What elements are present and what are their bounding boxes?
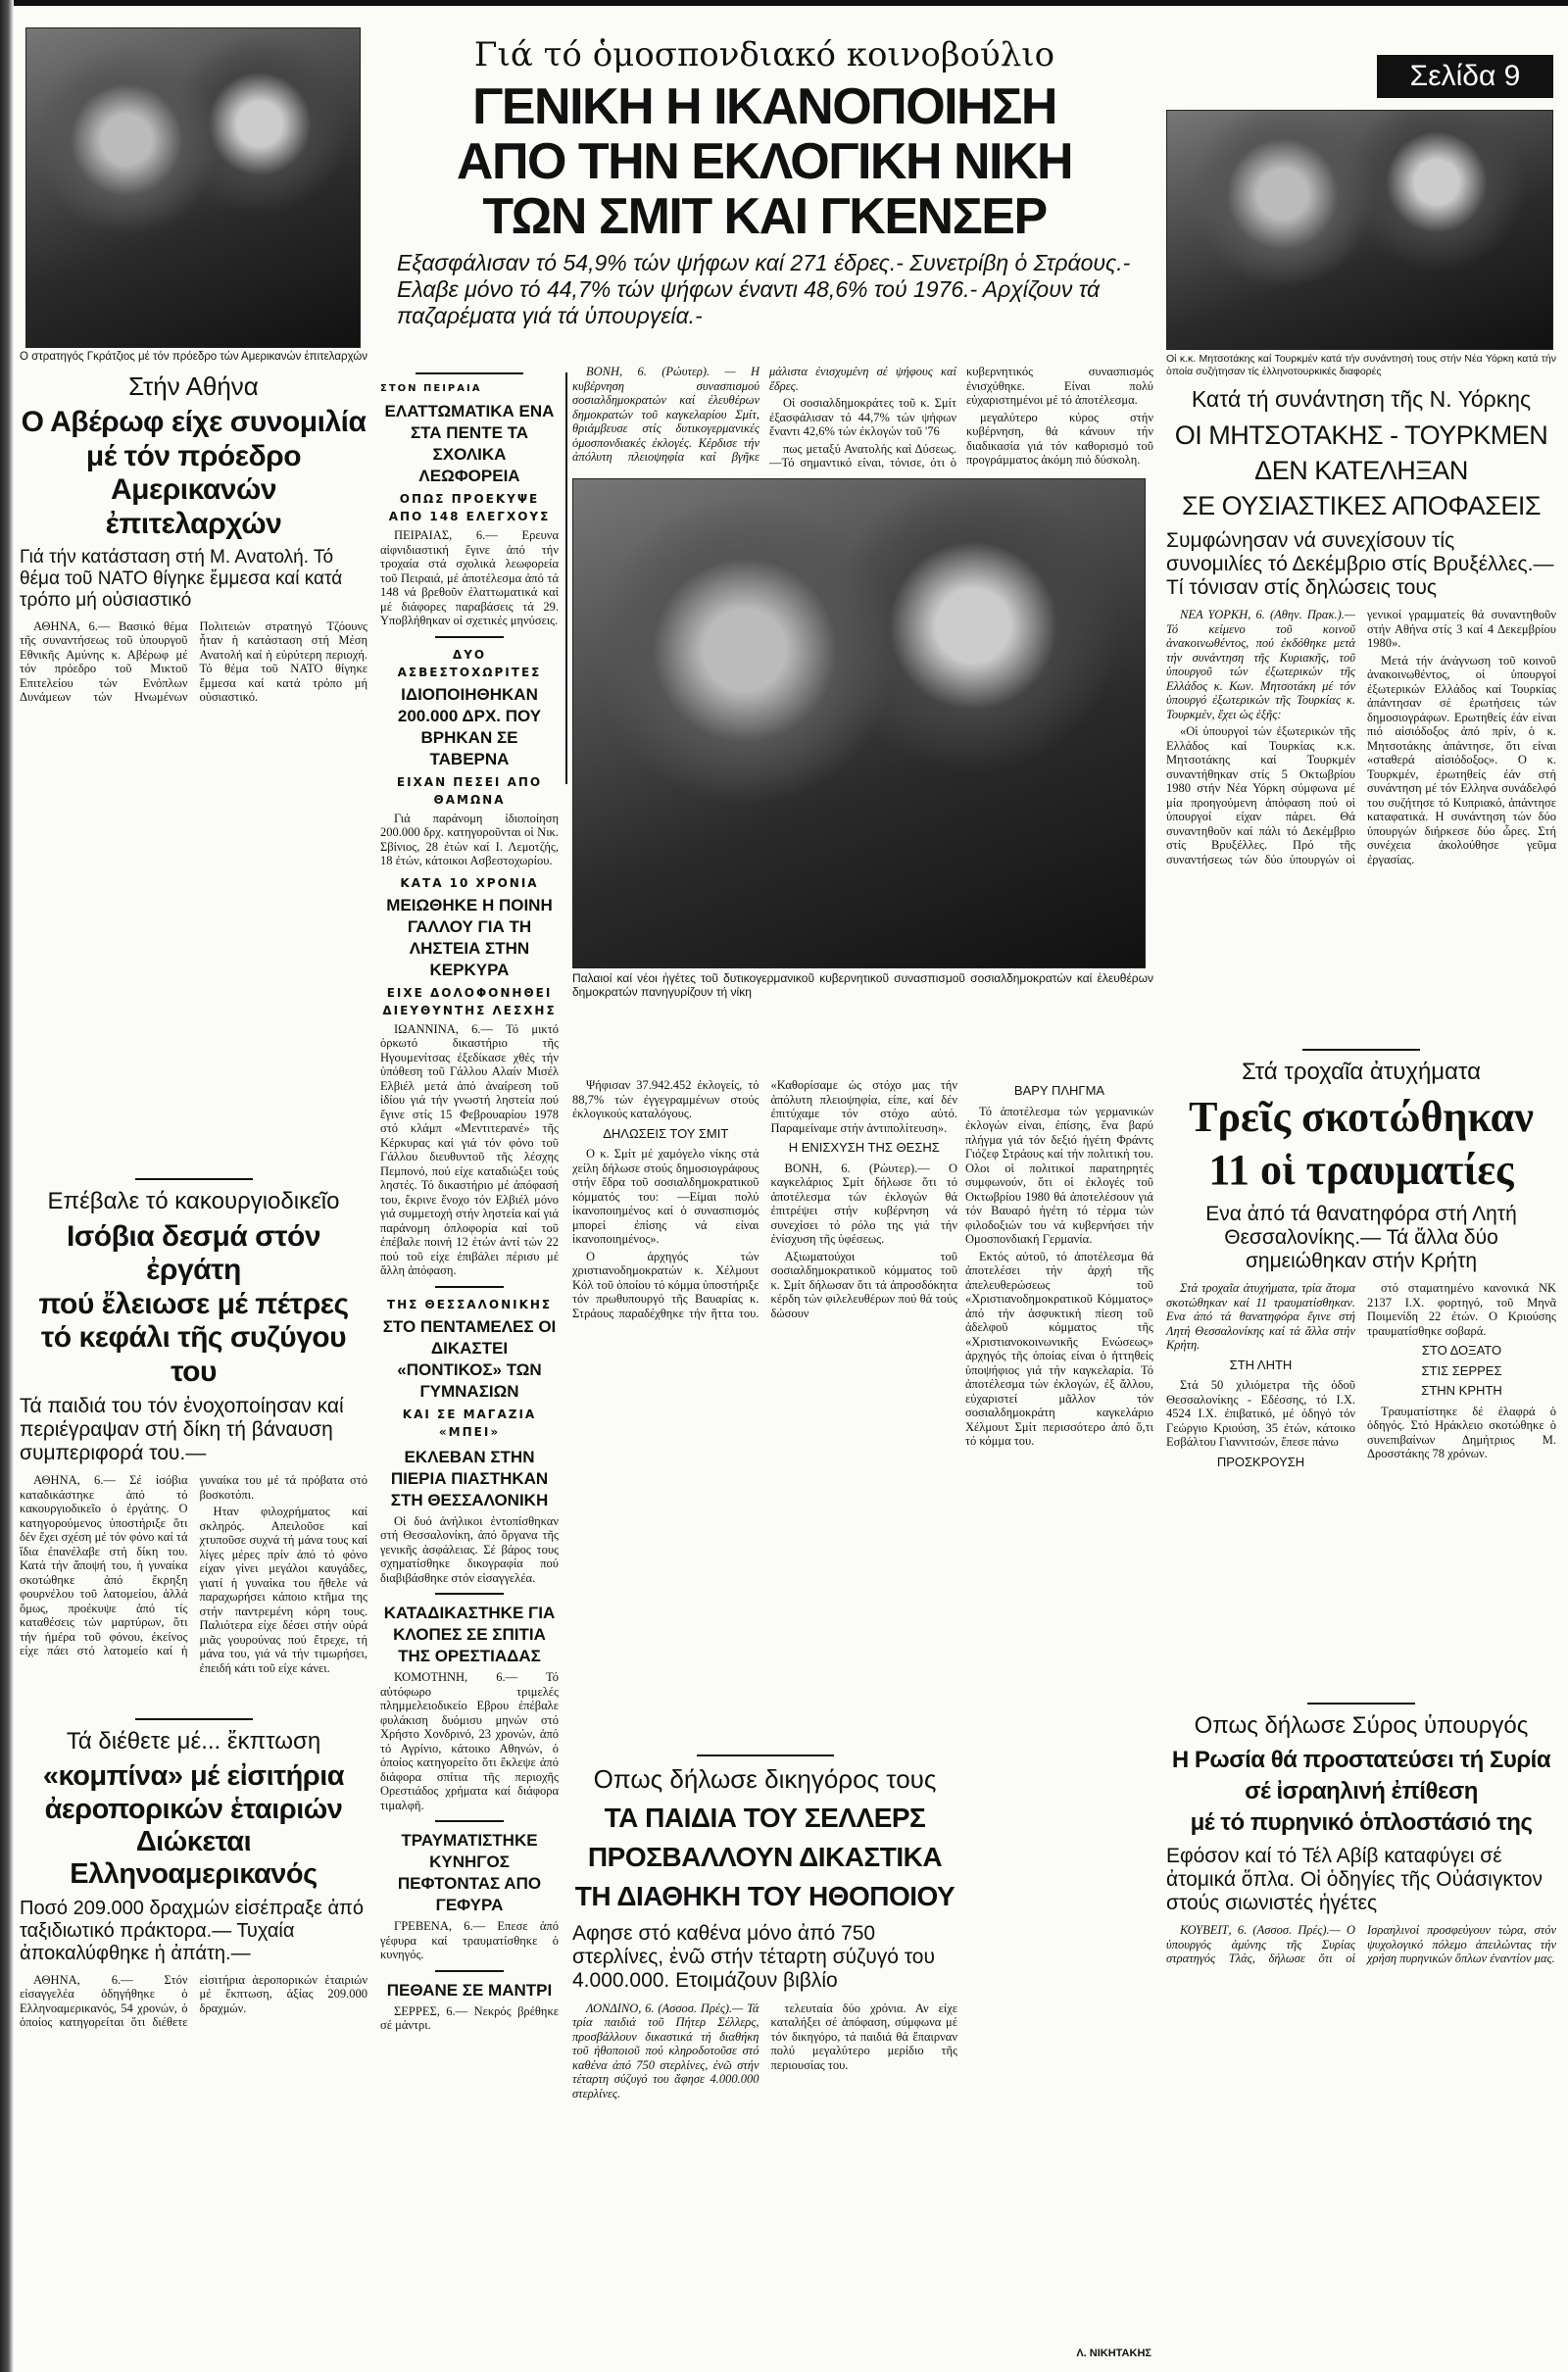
- paragraph: Οἱ δυό ἀνήλικοι ἐντοπίσθηκαν στή Θεσσαλονίκη, ἀπό ὄργανα τῆς γενικῆς ἀσφάλειας. Σέ βάρος τους σχηματίσθηκε δικογραφία πού διαβιβάσθηκε στόν εἰσαγγελέα.: [380, 1513, 559, 1585]
- paragraph: Ο κ. Σμίτ μέ χαμόγελο νίκης στά χείλη δήλωσε στούς δημοσιογράφους στήν ἕδρα τοῦ σοσιαλδημοκρατικοῦ κόμματός του: —Είμαι πολύ ἱκανοποιημένος καί ὁ συνασπισμός μπορεί ἐπίσης νά είναι ἱκανοποιημένος».: [572, 1147, 760, 1246]
- photo-caption: Ο στρατηγός Γκράτζιος μέ τόν πρόεδρο τών Αμερικανών ἐπιτελαρχών: [20, 351, 368, 363]
- headline-line: ΣΕ ΟΥΣΙΑΣΤΙΚΕΣ ΑΠΟΦΑΣΕΙΣ: [1181, 490, 1542, 520]
- author-signature: Λ. ΝΙΚΗΤΑΚΗΣ: [1076, 2347, 1152, 2359]
- paragraph: ΒΟΝΗ, 6. (Ρώυτερ).— Ο καγκελάριος Σμίτ δήλωσε ὅτι τό ἀποτέλεσμα τών ἐκλογών θά ἐπιτρέψει στήν κυβέρνηση νά συνεχίσει τό ρόλο της γιά τήν ἐνίσχυση τῆς ὑφέσεως.: [770, 1161, 957, 1246]
- brief-title: ΤΡΑΥΜΑΤΙΣΤΗΚΕ ΚΥΝΗΓΟΣ ΠΕΦΤΟΝΤΑΣ ΑΠΟ ΓΕΦΥΡΑ: [397, 1831, 542, 1914]
- photo-election-leaders: [572, 478, 1146, 968]
- headline-line: ΠΡΟΣΒΑΛΛΟΥΝ ΔΙΚΑΣΤΙΚΑ: [587, 1842, 943, 1873]
- article-kicker: Στήν Αθήνα: [128, 371, 259, 401]
- paragraph: στό σταματημένο κανονικά ΝΚ 2137 Ι.Χ. φορτηγό, τοῦ Μηνᾶ Ποιμενίδη 22 ἐτών. Ο Κριούσης τραυματίσθηκε σοβαρά.: [1367, 1281, 1556, 1338]
- photo-caption: Παλαιοί καί νέοι ἡγέτες τοῦ δυτικογερμανικοῦ κυβερνητικοῦ συνασπισμοῦ σοσιαλδημοκρατών καί ἐλευθέρων δημοκρατών πανηγυρίζουν τή νίκη: [572, 970, 1153, 999]
- top-border: [0, 0, 1568, 6]
- brief-subtitle: ΕΙΧΕ ΔΟΛΟΦΟΝΗΘΕΙ ΔΙΕΥΘΥΝΤΗΣ ΛΕΣΧΗΣ: [382, 985, 557, 1017]
- section-heading: Η ΕΝΙΣΧΥΣΗ ΤΗΣ ΘΕΣΗΣ: [788, 1140, 940, 1155]
- section-heading: ΔΗΛΩΣΕΙΣ ΤΟΥ ΣΜΙΤ: [603, 1125, 729, 1141]
- divider: [416, 372, 523, 374]
- article-kicker: Οπως δήλωσε Σύρος ὑπουργός: [1194, 1712, 1529, 1740]
- brief-item: [380, 1447, 559, 1586]
- brief-item: [380, 1603, 559, 1812]
- paragraph: «Οἱ ὑπουργοί τών ἐξωτερικών τῆς Ελλάδος καί Τουρκίας κ.κ. Μητσοτάκης καί Τουρκμέν συναντήθηκαν στίς 5 Οκτωβρίου 1980 στήν Νέα Υόρκη σύμφωνα μέ μία προηγούμενη ἀπόφαση πού οἱ ὑπουργοί είχαν πάρει. Θά συναντηθοῦν καί πάλι τό Δεκέμβριο στίς Βρυξέλλες. Πρό τῆς συναντήσεως τών δύο ὑπουργών οἱ γενικοί γραμματείς θά συναντηθοῦν στήν Αθήνα στίς 3 καί 4 Δεκεμβρίου 1980».: [1166, 608, 1556, 866]
- brief-item: [380, 646, 559, 868]
- main-lead: [572, 365, 1153, 470]
- headline-line: τό κεφάλι τῆς συζύγου του: [40, 1321, 347, 1388]
- divider: [435, 1593, 504, 1595]
- paragraph: ΚΟΜΟΤΗΝΗ, 6.— Τό αὐτόφωρο τριμελές πλημμελειοδικείο Εβρου ἐπέβαλε φυλάκιση δυόμισυ μηνών στό Χρήστο Χονδρινό, 23 χρονών, ἀπό τό Αγρίνιο, κάτοικο Αθηνών, ὁ ὁποίος κατηγορείτο ὅτι ἔκλεψε ἀπό διάφορα σπίτια τῆς περιοχῆς Ορεστιάδος χρήματα καί διάφορα τιμαλφῆ.: [380, 1670, 559, 1812]
- article-kicker: Επέβαλε τό κακουργιοδικεῖο: [47, 1187, 340, 1214]
- brief-subtitle: ΕΙΧΑΝ ΠΕΣΕΙ ΑΠΟ ΘΑΜΩΝΑ: [396, 774, 543, 807]
- main-subhead: Εξασφάλισαν τό 54,9% τών ψήφων καί 271 έδρες.- Συνετρίβη ὁ Στράους.- Ελαβε μόνο τό 44,7% τών ψήφων έναντι 48,6% τού 1976.- Αρχίζουν τά παζαρέματα γιά τά ὑπουργεία.-: [397, 249, 1131, 328]
- brief-title: ΚΑΤΑΔΙΚΑΣΤΗΚΕ ΓΙΑ ΚΛΟΠΕΣ ΣΕ ΣΠΙΤΙΑ ΤΗΣ ΟΡΕΣΤΙΑΔΑΣ: [383, 1604, 556, 1665]
- paragraph: Στά τροχαῖα ἀτυχήματα, τρία ἄτομα σκοτώθηκαν καί 11 τραυματίσθηκαν. Ενα ἀπό τά θανατηφόρα ἔγινε στή Λητή Θεσσαλονίκης καί τά ἄλλα στήν Κρήτη.: [1166, 1281, 1355, 1353]
- article-subhead: Γιά τήν κατάσταση στή Μ. Ανατολή. Τό θέμα τοῦ ΝΑΤΟ θίγηκε ἔμμεσα καί κατά τρόπο μή οὐσιαστικό: [20, 547, 343, 611]
- page-gutter: [0, 0, 14, 2372]
- headline-line: Ισόβια δεσμά στόν ἐργάτη: [66, 1219, 321, 1287]
- photo-mitsotakis-turkmen: [1166, 110, 1553, 350]
- section-heading: ΒΑΡΥ ΠΛΗΓΜΑ: [1013, 1083, 1105, 1098]
- headline-line: ἀεροπορικών ἑταιριών: [44, 1793, 343, 1825]
- headline-line: Διώκεται Ελληνοαμερικανός: [70, 1825, 318, 1891]
- section-heading: ΠΡΟΣΚΡΟΥΣΗ: [1216, 1454, 1305, 1469]
- photo-caption: Οἱ κ.κ. Μητσοτάκης καί Τουρκμέν κατά τήν συνάντησή τους στήν Νέα Υόρκη κατά τήν ὁποία συζήτησαν τίς ἑλληνοτουρκικές διαφορές: [1166, 353, 1556, 377]
- divider: [435, 1286, 504, 1288]
- headline-line: μέ τό πυρηνικό ὁπλοστάσιό της: [1190, 1809, 1533, 1837]
- article-kicker: Οπως δήλωσε δικηγόρος τους: [593, 1764, 937, 1794]
- paragraph: ΛΟΝΔΙΝΟ, 6. (Ασσοσ. Πρές).— Τά τρία παιδιά τοῦ Πήτερ Σέλλερς, προσβάλλουν δικαστικά τή διαθήκη τοῦ ἠθοποιοῦ πού κληροδοτοῦσε στό καθένα ἀπό 750 στερλίνες, ἐνῶ στήν τέταρτη σύζυγό του ἄφησε 4.000.000 στερλίνες.: [572, 2001, 760, 2100]
- divider: [135, 1178, 253, 1180]
- brief-subtitle: ΚΑΙ ΣΕ ΜΑΓΑΖΙΑ «ΜΠΕΙ»: [402, 1407, 537, 1439]
- section-heading: ΣΤΟ ΔΟΞΑΤΟ: [1421, 1343, 1502, 1359]
- paragraph: τελευταία δύο χρόνια. Αν είχε καταλήξει σέ ἀπόφαση, σύμφωνα μέ τόν δικηγόρο, τά παιδιά θά ἔπαιρναν πολύ μεγαλύτερο μερίδιο τῆς περιουσίας του.: [770, 2001, 957, 2072]
- main-kicker: Γιά τό ὁμοσπονδιακό κοινοβούλιο: [473, 35, 1055, 74]
- article-subhead: Εφόσον καί τό Τέλ Αβίβ καταφύγει σέ ἀτομικά ὅπλα. Οἱ ὁδηγίες τῆς Οὐάσιγκτον στούς σιωνιστές ἡγέτες: [1166, 1845, 1544, 1915]
- article-headline-mitsotakis: [1166, 418, 1556, 523]
- divider: [697, 1754, 834, 1756]
- brief-title: ΙΔΙΟΠΟΙΗΘΗΚΑΝ 200.000 ΔΡΧ. ΠΟΥ ΒΡΗΚΑΝ ΣΕ ΤΑΒΕΡΝΑ: [397, 684, 542, 768]
- divider: [1302, 1049, 1420, 1051]
- paragraph: ΚΟΥΒΕΙΤ, 6. (Ασσοσ. Πρές).— Ο ὑπουργός ἀμύνης τῆς Συρίας στρατηγός Τλάς, δήλωσε ὅτι οἱ Ισραηλινοί προσφεύγουν τώρα, στόν ψυχολογικό πόλεμο ἀπειλώντας τήν χρήση πυρηνικών ὅπλων ἐναντίον μας.: [1166, 1923, 1556, 1966]
- headline-line: 11 οἱ τραυματίες: [1208, 1145, 1514, 1194]
- paragraph: ΓΡΕΒΕΝΑ, 6.— Επεσε ἀπό γέφυρα καί τραυματίσθηκε ὁ κυνηγός.: [380, 1919, 559, 1961]
- brief-item: [380, 380, 559, 628]
- headline-line: ΤΩΝ ΣΜΙΤ ΚΑΙ ΓΚΕΝΣΕΡ: [482, 187, 1047, 245]
- article-kicker: Κατά τή συνάντηση τῆς Ν. Υόρκης: [1191, 386, 1532, 412]
- article-headline-troxaia: [1166, 1091, 1556, 1197]
- headline-line: Ο Αβέρωφ είχε συνομιλία: [21, 406, 367, 439]
- main-body-right: [965, 1078, 1153, 1452]
- left-column: [20, 27, 368, 2030]
- article-subhead: Συμφώνησαν νά συνεχίσουν τίς συνομιλίες τό Δεκέμβριο στίς Βρυξέλλες.— Τί τόνισαν στίς δηλώσεις τους: [1166, 528, 1554, 599]
- photo-gratsios: [25, 27, 361, 348]
- main-top-block: [572, 365, 1153, 999]
- paragraph: Μετά τήν ἀνάγνωση τοῦ κοινοῦ ἀνακοινωθέντος, οἱ ὑπουργοί ἐξωτερικών Ελλάδος καί Τουρκίας ἀπάντησαν σέ ἐρωτήσεις τών δημοσιογράφων. Ερωτηθείς ἐάν είναι πιό αἰσιόδοξος ἀπό πρίν, ὁ κ. Μητσοτάκης ἀπάντησε, ὅτι είναι «σταθερά αἰσιόδοξος». Ο κ. Τουρκμέν, ἐρωτηθείς ἐάν στή συνάντηση μέ τόν Ελληνα συνάδελφό του συζήτησε τό Κυπριακό, ἀπάντησε καταφατικά. Η συνάντηση τών δύο ὑπουργών διήρκεσε δύο ὧρες. Στή συνέχεια ἀκολούθησε γεῦμα ἐργασίας.: [1367, 653, 1556, 866]
- article-headline-kombina: [20, 1760, 368, 1891]
- headline-line: ΟΙ ΜΗΤΣΟΤΑΚΗΣ - ΤΟΥΡΚΜΕΝ: [1174, 420, 1548, 450]
- main-body-continued: [572, 1078, 957, 1745]
- paragraph: Οἱ σοσιαλδημοκράτες τοῦ κ. Σμίτ ἐξασφάλισαν τό 44,7% τών ψήφων ἔναντι 42,6% τών ἐκλογών τοῦ '76: [769, 396, 956, 438]
- brief-title: ΠΕΘΑΝΕ ΣΕ ΜΑΝΤΡΙ: [386, 1980, 553, 2000]
- paragraph: Εκτός αὐτοῦ, τό ἀποτέλεσμα θά ἀποτελέσει τήν ἀρχή τῆς ἀπελευθερώσεως τοῦ «Χριστιανοδημοκρατικοῦ Κόμματος» ἀπό τήν ἀσφυκτική πίεση τοῦ ἀδελφοῦ κόμματος τῆς «Χριστιανοκοινωνικῆς Ενώσεως» ἀρχηγός τῆς ὁποίας είναι ὁ ἡττηθείς ὑποψήφιος γιά τήν καγκελαρία. Τό ἀποτέλεσμα τών ἐκλογών, ἐξ ἄλλου, εὐχαριστεί μᾶλλον τόν σοσιαλδημοκράτη καγκελάριο Χέλμουτ Σμίτ περισσότερο ἀπό ὅ,τι τό κόμμα του.: [965, 1249, 1153, 1448]
- article-headline-sellers: [572, 1799, 957, 1916]
- paragraph: ΣΕΡΡΕΣ, 6.— Νεκρός βρέθηκε σέ μάντρι.: [380, 2003, 559, 2032]
- article-headline-averof: [20, 406, 368, 541]
- brief-subtitle: ΟΠΩΣ ΠΡΟΕΚΥΨΕ ΑΠΟ 148 ΕΛΕΓΧΟΥΣ: [388, 492, 551, 523]
- article-body: [20, 1973, 368, 2030]
- section-heading: ΣΤΙΣ ΣΕΡΡΕΣ: [1421, 1362, 1502, 1378]
- headline-line: ΤΑ ΠΑΙΔΙΑ ΤΟΥ ΣΕΛΛΕΡΣ: [604, 1803, 926, 1834]
- section-heading: ΣΤΗΝ ΚΡΗΤΗ: [1421, 1383, 1502, 1399]
- article-headline-isovia: [20, 1220, 368, 1390]
- brief-kicker: ΣΤΟΝ ΠΕΙΡΑΙΑ: [380, 383, 482, 394]
- headline-line: ΤΗ ΔΙΑΘΗΚΗ ΤΟΥ ΗΘΟΠΟΙΟΥ: [574, 1881, 956, 1912]
- article-body: [572, 2001, 957, 2101]
- brief-kicker: ΚΑΤΑ 10 ΧΡΟΝΙΑ: [400, 875, 539, 890]
- page-number: Σελίδα 9: [1377, 55, 1553, 98]
- article-subhead: Αφησε στό καθένα μόνο ἀπό 750 στερλίνες, ἐνῶ στήν τέταρτη σύζυγό του 4.000.000. Ετοιμάζουν βιβλίο: [572, 1922, 935, 1993]
- column-rule: [565, 372, 567, 784]
- brief-title: ΕΚΛΕΒΑΝ ΣΤΗΝ ΠΙΕΡΙΑ ΠΙΑΣΤΗΚΑΝ ΣΤΗ ΘΕΣΣΑΛΟΝΙΚΗ: [390, 1447, 549, 1509]
- headline-line: ΑΠΟ ΤΗΝ ΕΚΛΟΓΙΚΗ ΝΙΚΗ: [456, 132, 1073, 190]
- paragraph: Ηταν φιλοχρήματος καί σκληρός. Απειλοῦσε καί χτυποῦσε συχνά τή μάνα τους καί λίγες μέρες πρίν ἀπό τό φόνο είχαν γίνει μεγάλοι καυγάδες, γιατί ἡ γυναίκα του ἤθελε νά παραχωρήσει κάποιο κτῆμα της στήν παντρεμένη κόρη τους. Παλιότερα είχε δέσει στήν οὐρά μιᾶς γουρούνας πού ἔτρεχε, τή μάνα του, γιά νά τήν τιμωρήσει, ἐπειδή κάτι τοῦ είχε κάνει.: [199, 1505, 368, 1675]
- article-body: [1166, 608, 1556, 1039]
- briefs-column: [380, 372, 559, 2039]
- headline-line: Τρεῖς σκοτώθηκαν: [1189, 1092, 1534, 1141]
- paragraph: ΑΘΗΝΑ, 6.— Βασικό θέμα τῆς συναντήσεως τοῦ ὑπουργοῦ Εθνικῆς Αμύνης κ. Αβέρωφ μέ τόν πρόεδρο τοῦ Μικτοῦ Επιτελείου τών Ενόπλων Δυνάμεων τών Ηνωμένων Πολιτειών στρατηγό Τζόουνς ἦταν ἡ κατάσταση στή Μέση Ανατολή καί ἡ εὐρύτερη περιοχή. Τό θέμα τοῦ ΝΑΤΟ θίγηκε ἔμμεσα καί κατά τρόπο μή οὐσιαστικό.: [20, 618, 368, 705]
- main-header: [377, 35, 1152, 329]
- article-body: [1166, 1923, 1556, 1967]
- brief-title: ΕΛΑΤΤΩΜΑΤΙΚΑ ΕΝΑ ΣΤΑ ΠΕΝΤΕ ΤΑ ΣΧΟΛΙΚΑ ΛΕΩΦΟΡΕΙΑ: [384, 402, 555, 485]
- headline-line: Αμερικανών ἐπιτελαρχών: [105, 473, 282, 540]
- article-kicker: Τά διέθετε μέ... ἔκπτωση: [66, 1728, 321, 1755]
- article-headline-syria: [1166, 1745, 1556, 1839]
- paragraph: Ο ἀρχηγός τών χριστιανοδημοκρατών κ. Χέλμουτ Κόλ τοῦ ὁποίου τό κόμμα ὑποστήριξε τόν πρωθυπουργό τῆς Βαυαρίας κ. Στράους παραδέχθηκε τήν ἥττα του. «Καθορίσαμε ὡς στόχο μας τήν ἀπόλυτη πλειοψηφία, είπε, καί δέν ἐπιτύχαμε τόν στόχο αὐτό. Παραμείναμε στήν ἀντιπολίτευση».: [572, 1078, 957, 1320]
- headline-line: «κομπίνα» μέ εἰσιτήρια: [42, 1760, 345, 1793]
- divider: [435, 1970, 504, 1972]
- paragraph: ΙΩΑΝΝΙΝΑ, 6.— Τό μικτό ὁρκωτό δικαστήριο τῆς Ηγουμενίτσας ἐξεδίκασε χθές τήν ὑπόθεση τοῦ Γάλλου Αλαίν Μισέλ Ελβιέλ μετά ἀπό ἀναίρεση τοῦ ἰδίου γιά τήν γνωστή ληστεία πού ἔγινε στίς 15 Φεβρουαρίου 1978 στό κλάμπ «Μεντιτερανέ» τῆς Κέρκυρας καί γιά τόν φόνο τοῦ Γάλλου διευθυντοῦ τῆς λέσχης Πεμπονό, πού είχε καταδιώξει τούς ληστές. Τό δικαστήριο μέ ἀπόφασή του, ἔκρινε ἔνοχο τόν Ελβιέλ μόνο γιά συμμετοχή στήν ληστεία καί γιά παράνομη ὁπλοφορία καί τοῦ ἐπέβαλε ποινή 12 ἐτών ἀντί τών 22 πού τοῦ είχε ἐπιβάλει πέρισυ μέ ἄλλη ἀπόφαση.: [380, 1021, 559, 1277]
- headline-line: ΓΕΝΙΚΗ Η ΙΚΑΝΟΠΟΙΗΣΗ: [472, 77, 1056, 135]
- article-subhead: Ενα ἀπό τά θανατηφόρα στή Λητή Θεσσαλονίκης.— Τά ἄλλα δύο σημειώθηκαν στήν Κρήτη: [1205, 1202, 1517, 1273]
- headline-line: Η Ρωσία θά προστατεύσει τή Συρία: [1171, 1747, 1551, 1774]
- paragraph: ΝΕΑ ΥΟΡΚΗ, 6. (Αθην. Πρακ.).— Τό κείμενο τοῦ κοινοῦ ἀνακοινωθέντος, πού ἐκδόθηκε μετά τήν συνάντηση τῆς Κυριακῆς, τοῦ ὑπουργοῦ τών ἐξωτερικών τῆς Ελλάδος κ. Κων. Μητσοτάκη μέ τόν ὑπουργό ἐξωτερικών τῆς Τουρκίας κ. Τουρκμέν, ἔχει ὡς ἑξῆς:: [1166, 608, 1355, 721]
- paragraph: ΑΘΗΝΑ, 6.— Σέ ἰσόβια καταδικάστηκε ἀπό τό κακουργιοδικεῖο ὁ ἐργάτης. Ο κατηγορούμενος ὑποστήριξε ὅτι δέν ἔχει σχέση μέ τόν φόνο καί τά ἴδια ἐπανέλαβε στή δίκη του. Κατά τήν ἄποψή του, ἡ γυναίκα σκοτώθηκε ἀπό ἔκρηξη φουρνέλου τοῦ λατομείου, ἀλλά ὅμως, προέκυψε ἀπό τίς καταθέσεις τών μαρτύρων, ὅτι τήν ἡμέρα τοῦ φόνου, ἐκείνος είχε πάει στό λατομείο καί ἡ γυναίκα του μέ τά πρόβατα στό βοσκοτόπι.: [20, 1473, 368, 1658]
- divider: [435, 636, 504, 638]
- divider: [1307, 1703, 1415, 1705]
- paragraph: ΑΘΗΝΑ, 6.— Στόν εἰσαγγελέα ὁδηγήθηκε ὁ Ελληνοαμερικανός, 54 χρονών, ὁ ὁποίος κατηγορείται ὅτι διέθετε εἰσιτήρια ἀεροπορικών ἑταιριών μέ ἔκπτωση, ἀξίας 209.000 δραχμών.: [20, 1972, 368, 2030]
- paragraph: Στά 50 χιλιόμετρα τῆς ὁδοῦ Θεσσαλονίκης - Εδέσσης, τό Ι.Χ. 4524 Ι.Χ. ἐπιβατικό, μέ ὁδηγό τόν Γεώργιο Κριούση, 35 ἐτών, κάτοικο Εσβάλτου Γιαννιτσών, ἔπεσε πάνω: [1166, 1378, 1355, 1450]
- divider: [135, 1718, 253, 1720]
- article-subhead: Ποσό 209.000 δραχμών εἰσέπραξε ἀπό ταξιδιωτικό πράκτορα.— Τυχαία ἀποκαλύφθηκε ἡ ἀπάτη.—: [20, 1897, 364, 1964]
- article-body: [20, 1473, 368, 1708]
- article-subhead: Τά παιδιά του τόν ἐνοχοποίησαν καί περιέγραψαν στή δίκη τή βάναυση συμπεριφορά του.—: [20, 1395, 344, 1465]
- article-kicker: Στά τροχαῖα ἀτυχήματα: [1241, 1059, 1482, 1086]
- paragraph: Τό ἀποτέλεσμα τών γερμανικών ἐκλογών είναι, ἐπίσης, ἕνα βαρύ πλήγμα γιά τόν δεξιό ἡγέτη Φράντς Γιόζεφ Στράους καί τήν πολιτική του. Ολοι οἱ πολιτικοί παρατηρητές συμφωνούν, ὅτι οἱ ἐκλογές τοῦ Οκτωβρίου 1980 θά ἀποτελέσουν γιά τόν Βαυαρό ἡγέτη τό τέρμα τών φιλοδοξιών του νά κυβερνήσει τήν Ομοσπονδιακή Γερμανία.: [965, 1104, 1153, 1246]
- main-headline: [377, 79, 1152, 244]
- paragraph: ΠΕΙΡΑΙΑΣ, 6.— Ερευνα αἰφνιδιαστική ἔγινε ἀπό τήν τροχαία στά σχολικά λεωφορεία τοῦ Πειραιά, μέ ἀποτέλεσμα ἀπό τά 148 νά βρεθοῦν ἐλαττωματικά καί μέ διάφορες παραβάσεις τά 29. Υποβλήθηκαν οἱ σχετικές μηνύσεις.: [380, 528, 559, 627]
- paragraph: Τραυματίστηκε δέ ἐλαφρά ὁ ὁδηγός. Στό Ηράκλειο σκοτώθηκε ὁ συνεπιβαίνων Δημήτριος Μ. Δροσστάκης 78 χρόνων.: [1367, 1404, 1556, 1461]
- paragraph: ΒΟΝΗ, 6. (Ρώυτερ). — Η κυβέρνηση συνασπισμού σοσιαλδημοκρατών καί ἐλευθέρων δημοκρατών τοῦ καγκελαρίου Σμίτ, θριάμβευσε στίς δυτικογερμανικές ὁμοσπονδιακές ἐκλογές. Κέρδισε τήν ἀπόλυτη πλειοψηφία καί βγῆκε μάλιστα ἐνισχυμένη σέ ψήφους καί ἔδρες.: [572, 365, 956, 464]
- paragraph: πως μεταξύ Ανατολής καί Δύσεως. —Τό σημαντικό είναι, τόνισε, ότι ὁ κυβερνητικός συνασπισμός ἐνισχύθηκε. Είναι πολύ εὐχαριστημένοι μέ τό ἀποτέλεσμα.: [769, 365, 1153, 469]
- paragraph: Ψήφισαν 37.942.452 ἐκλογείς, τό 88,7% τών ἐγγεγραμμένων στούς ἐκλογικούς καταλόγους.: [572, 1078, 760, 1120]
- brief-kicker: ΤΗΣ ΘΕΣΣΑΛΟΝΙΚΗΣ: [386, 1297, 553, 1311]
- paragraph: Γιά παράνομη ἰδιοποίηση 200.000 δρχ. κατηγοροῦνται οἱ Νικ. Σβίνιος, 28 ἐτών καί Ι. Λεμοτζής, 18 ἐτών, κάτοικοι Ασβεστοχωρίου.: [380, 811, 559, 867]
- headline-line: σέ ἰσραηλινή ἐπίθεση: [1245, 1778, 1478, 1805]
- brief-title: ΣΤΟ ΠΕΝΤΑΜΕΛΕΣ ΟΙ ΔΙΚΑΣΤΕΙ «ΠΟΝΤΙΚΟΣ» ΤΩΝ ΓΥΜΝΑΣΙΩΝ: [382, 1316, 557, 1401]
- brief-item: [380, 1980, 559, 2033]
- headline-line: μέ τόν πρόεδρο: [85, 439, 302, 472]
- right-column: [1166, 110, 1556, 1967]
- brief-kicker: ΔΥΟ ΑΣΒΕΣΤΟΧΩΡΙΤΕΣ: [397, 647, 542, 679]
- paragraph: Αξιωματούχοι τοῦ σοσιαλδημοκρατικοῦ κόμματος τοῦ κ. Σμίτ δήλωσαν ὅτι τά ἀπροσδόκητα κέρδη τών φιλελευθέρων πού θά τούς δώσουν: [770, 1249, 957, 1320]
- brief-item: [380, 1296, 559, 1441]
- brief-item: [380, 1830, 559, 1962]
- paragraph: μεγαλύτερο κύρος στήν κυβέρνηση, θά κάνουν τήν διαδικασία γιά τόν καθορισμό τοῦ προγράμματος ἀκόμη πιό δύσκολη.: [966, 410, 1153, 467]
- brief-title: ΜΕΙΩΘΗΚΕ Η ΠΟΙΝΗ ΓΑΛΛΟΥ ΓΙΑ ΤΗ ΛΗΣΤΕΙΑ ΣΤΗΝ ΚΕΡΚΥΡΑ: [386, 895, 553, 979]
- brief-item: [380, 874, 559, 1278]
- divider: [435, 1820, 504, 1822]
- headline-line: ΔΕΝ ΚΑΤΕΛΗΞΑΝ: [1254, 455, 1468, 485]
- section-heading: ΣΤΗ ΛΗΤΗ: [1229, 1357, 1293, 1372]
- main-lower-block: [572, 1078, 957, 2100]
- article-body: [1166, 1281, 1556, 1693]
- article-body: [20, 619, 368, 1168]
- headline-line: πού ἔλειωσε μέ πέτρες: [38, 1287, 349, 1320]
